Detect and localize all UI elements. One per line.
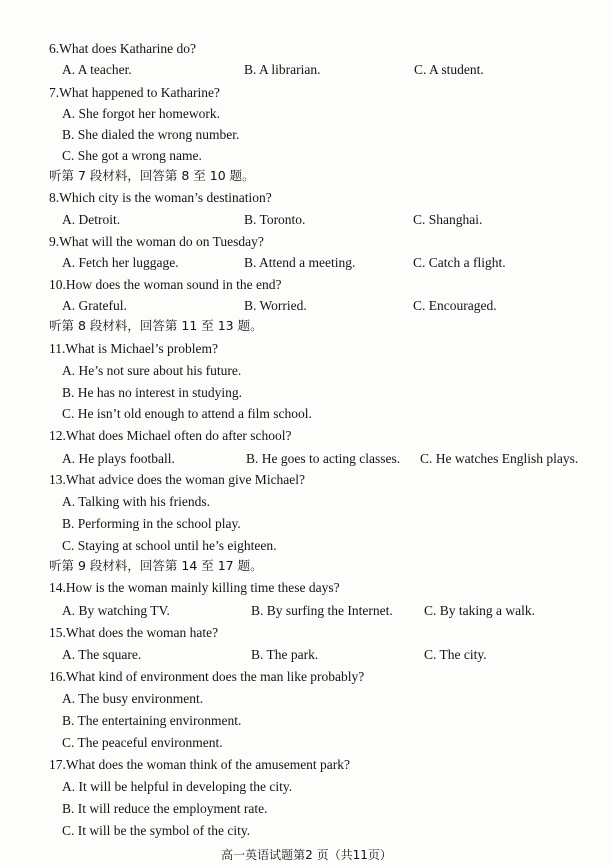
answer-option: A. Fetch her luggage.: [62, 255, 179, 270]
answer-option: A. The busy environment.: [62, 691, 204, 706]
answer-option: B. He goes to acting classes.: [246, 451, 401, 466]
answer-option: A. Detroit.: [62, 212, 121, 227]
answer-option: B. She dialed the wrong number.: [62, 127, 240, 142]
answer-option: C. By taking a walk.: [424, 603, 535, 618]
answer-option: B. Toronto.: [244, 212, 306, 227]
answer-option: C. The peaceful environment.: [62, 735, 223, 750]
answer-option: A. By watching TV.: [62, 603, 170, 618]
question-text: 7.What happened to Katharine?: [49, 85, 220, 100]
question-text: 14.How is the woman mainly killing time these days?: [49, 580, 340, 595]
answer-option: B. A librarian.: [244, 62, 321, 77]
question-text: 11.What is Michael’s problem?: [49, 341, 218, 356]
question-text: 6.What does Katharine do?: [49, 41, 196, 56]
question-text: 15.What does the woman hate?: [49, 625, 219, 640]
section-instruction: 听第 8 段材料，回答第 11 至 13 题。: [49, 318, 263, 333]
section-instruction: 听第 9 段材料，回答第 14 至 17 题。: [49, 558, 263, 573]
answer-option: A. The square.: [62, 647, 142, 662]
question-text: 9.What will the woman do on Tuesday?: [49, 234, 264, 249]
answer-option: C. Encouraged.: [413, 298, 497, 313]
answer-option: C. A student.: [414, 62, 484, 77]
answer-option: C. He isn’t old enough to attend a film school.: [62, 406, 312, 421]
answer-option: A. Grateful.: [62, 298, 127, 313]
answer-option: A. He’s not sure about his future.: [62, 363, 242, 378]
answer-option: C. It will be the symbol of the city.: [62, 823, 251, 838]
answer-option: A. It will be helpful in developing the city.: [62, 779, 293, 794]
answer-option: C. He watches English plays.: [420, 451, 579, 466]
answer-option: B. It will reduce the employment rate.: [62, 801, 268, 816]
answer-option: A. A teacher.: [62, 62, 132, 77]
question-text: 12.What does Michael often do after school?: [49, 428, 292, 443]
answer-option: C. Staying at school until he’s eighteen.: [62, 538, 277, 553]
answer-option: A. He plays football.: [62, 451, 175, 466]
answer-option: C. She got a wrong name.: [62, 148, 202, 163]
answer-option: A. She forgot her homework.: [62, 106, 220, 121]
question-text: 10.How does the woman sound in the end?: [49, 277, 282, 292]
answer-option: B. Performing in the school play.: [62, 516, 241, 531]
answer-option: B. He has no interest in studying.: [62, 385, 242, 400]
answer-option: A. Talking with his friends.: [62, 494, 211, 509]
answer-option: B. By surfing the Internet.: [251, 603, 393, 618]
question-text: 8.Which city is the woman’s destination?: [49, 190, 272, 205]
section-instruction: 听第 7 段材料，回答第 8 至 10 题。: [49, 168, 255, 183]
answer-option: B. Worried.: [244, 298, 307, 313]
answer-option: B. Attend a meeting.: [244, 255, 356, 270]
answer-option: B. The park.: [251, 647, 319, 662]
answer-option: B. The entertaining environment.: [62, 713, 242, 728]
question-text: 17.What does the woman think of the amusement park?: [49, 757, 351, 772]
page-footer: 高一英语试题第2 页（共11页）: [221, 848, 392, 862]
question-text: 13.What advice does the woman give Michael?: [49, 472, 306, 487]
answer-option: C. Catch a flight.: [413, 255, 506, 270]
answer-option: C. Shanghai.: [413, 212, 483, 227]
question-text: 16.What kind of environment does the man like probably?: [49, 669, 365, 684]
answer-option: C. The city.: [424, 647, 487, 662]
